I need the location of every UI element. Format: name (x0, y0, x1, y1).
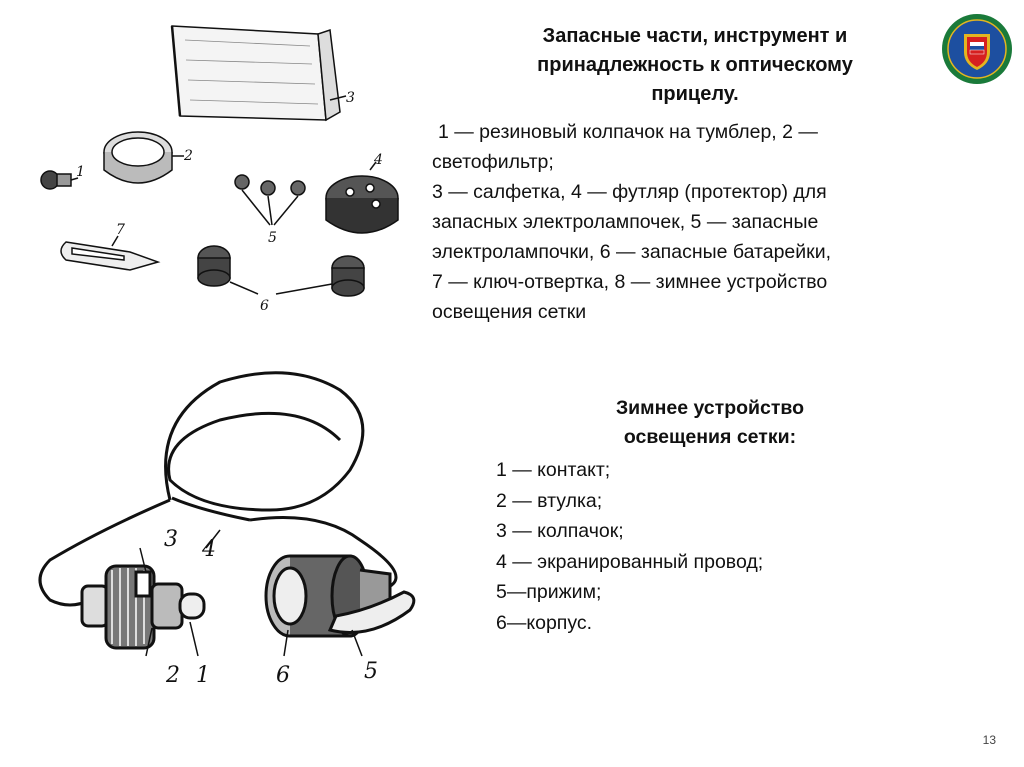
winter-list-item: 6—корпус. (496, 611, 593, 634)
title-line-3: прицелу. (651, 83, 739, 105)
device-label-2: 2 (166, 663, 180, 688)
light-filter-drawing (104, 132, 184, 183)
parts-list-line: светофильтр; (432, 151, 554, 173)
figure-label-6: 6 (260, 298, 269, 314)
parts-list (432, 117, 972, 327)
title-line-2: принадлежность к оптическому (537, 54, 853, 76)
winter-list-item: 5—прижим; (496, 581, 602, 603)
device-label-1: 1 (196, 663, 210, 688)
contact-connector-drawing (82, 566, 204, 648)
figure-label-2: 2 (184, 148, 193, 164)
figure-label-7: 7 (116, 222, 125, 238)
spare-batteries-drawing (198, 246, 364, 296)
winter-title-line-2: освещения сетки: (623, 426, 797, 448)
title-line-1: Запасные части, инструмент и (542, 25, 848, 47)
parts-list-line: запасных электролампочек, 5 — запасные (432, 211, 819, 233)
napkin-drawing (172, 26, 346, 120)
winter-list-item: 3 — колпачок; (496, 520, 624, 542)
figure-label-3: 3 (346, 90, 355, 106)
device-label-3: 3 (164, 527, 178, 552)
parts-list-line: 1 — резиновый колпачок на тумблер, 2 — (438, 121, 818, 143)
figure-label-5: 5 (268, 230, 277, 246)
traffic-police-emblem-icon (940, 12, 1014, 86)
winter-title-line-1: Зимнее устройство (615, 397, 805, 419)
figure-label-1: 1 (76, 164, 85, 180)
winter-device-list (496, 455, 916, 638)
spare-parts-illustration (20, 20, 420, 320)
parts-list-line: 7 — ключ-отвертка, 8 — зимнее устройство (432, 271, 828, 293)
spare-lamps-drawing (235, 175, 305, 225)
winter-device-title (520, 394, 900, 452)
device-label-4: 4 (202, 537, 216, 562)
figure-label-4: 4 (374, 152, 383, 168)
key-screwdriver-drawing (61, 236, 158, 270)
rubber-cap-drawing (41, 171, 78, 189)
parts-list-line: освещения сетки (432, 301, 587, 323)
device-label-6: 6 (276, 663, 290, 688)
winter-list-item: 1 — контакт; (496, 459, 611, 481)
lamp-case-drawing (326, 162, 398, 233)
page-title (470, 22, 920, 109)
parts-list-line: электролампочки, 6 — запасные батарейки, (432, 241, 831, 263)
page-number: 13 (982, 733, 996, 747)
winter-list-item: 2 — втулка; (496, 489, 603, 512)
winter-list-item: 4 — экранированный провод; (496, 550, 764, 573)
parts-list-line: 3 — салфетка, 4 — футляр (протектор) для (432, 181, 827, 203)
winter-device-illustration (20, 360, 480, 690)
device-label-5: 5 (364, 659, 378, 684)
